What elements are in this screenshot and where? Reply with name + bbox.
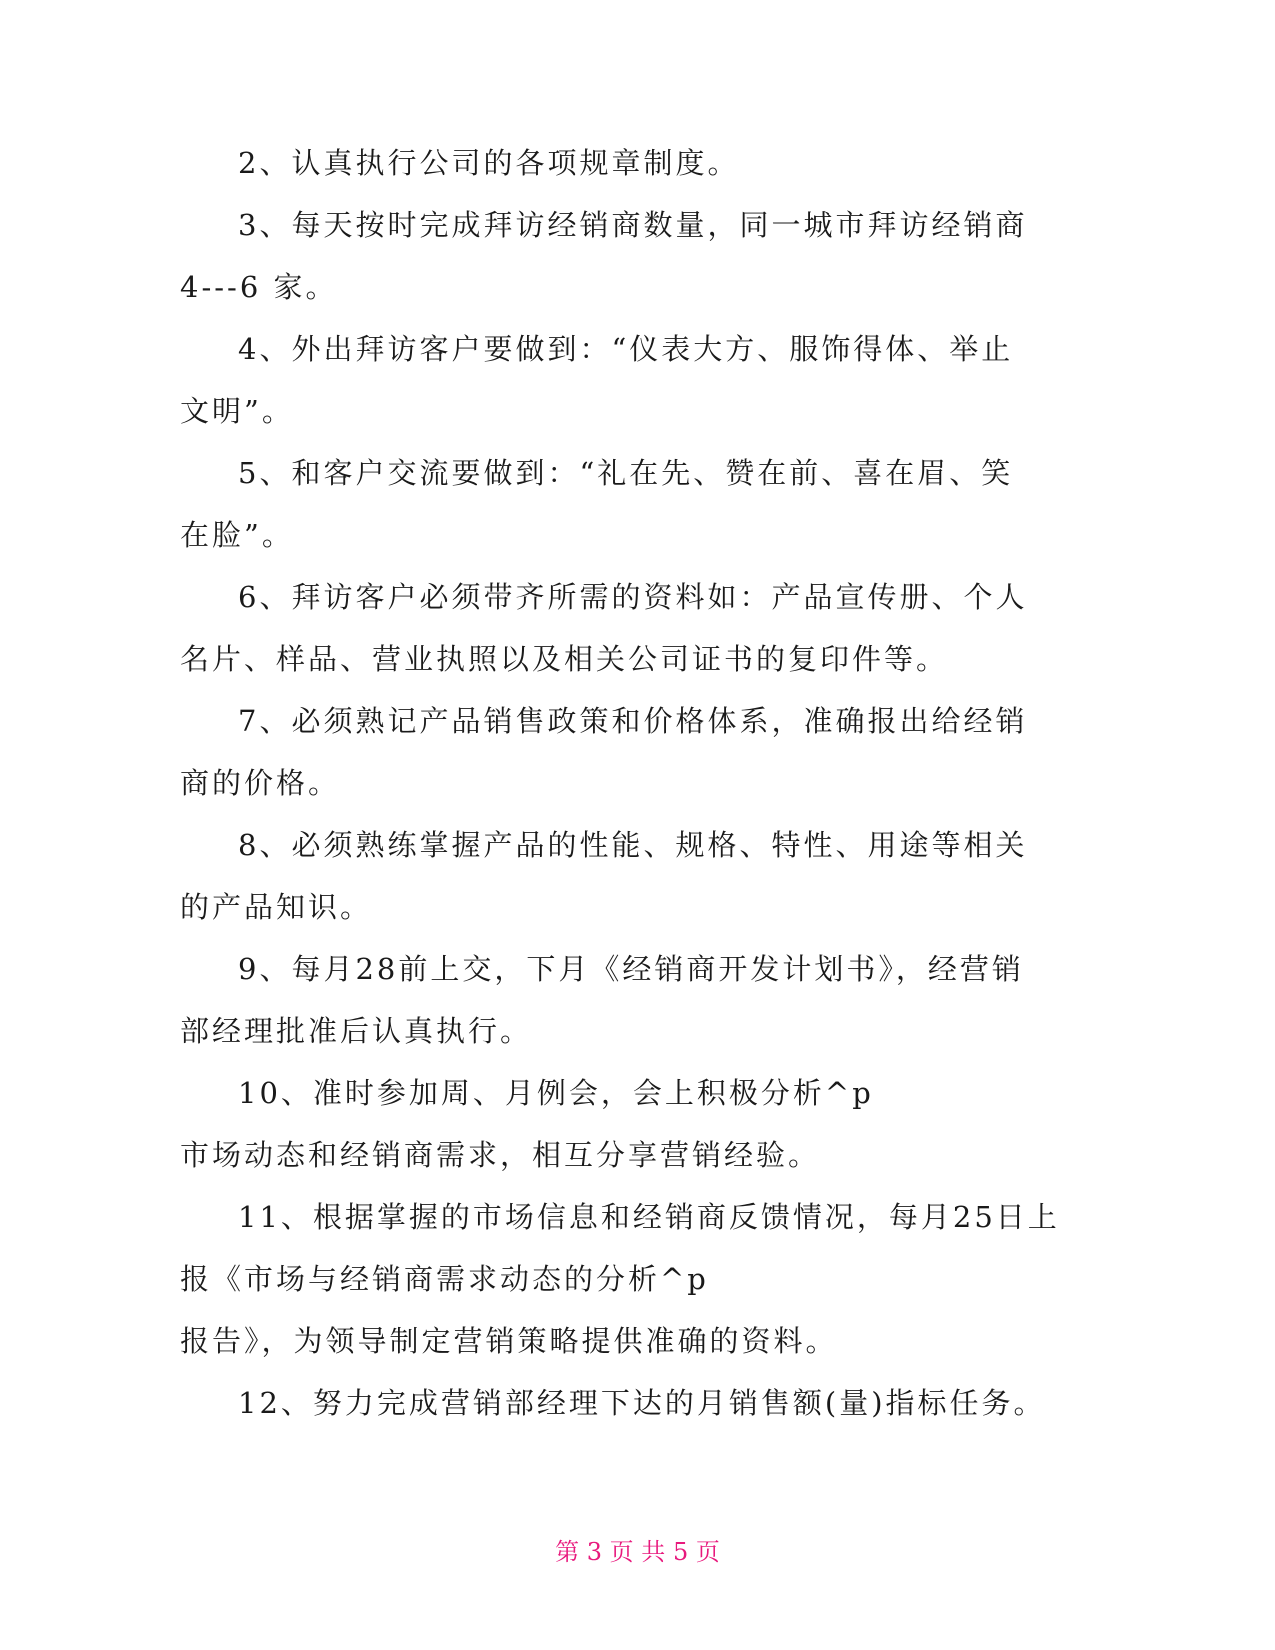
paragraph-line: 4---6 家。 [180,270,338,304]
paragraph-line: 在脸”。 [180,518,294,552]
paragraph-line: 12、努力完成营销部经理下达的月销售额(量)指标任务。 [238,1386,1046,1420]
paragraph-line: 报告》，为领导制定营销策略提供准确的资料。 [180,1324,838,1358]
paragraph-line: 2、认真执行公司的各项规章制度。 [238,146,740,180]
paragraph-line: 的产品知识。 [180,890,373,924]
paragraph-line: 4、外出拜访客户要做到：“仪表大方、服饰得体、举止 [238,332,1014,366]
paragraph-line: 9、每月28前上交，下月《经销商开发计划书》，经营销 [238,952,1024,986]
paragraph-line: 部经理批准后认真执行。 [180,1014,533,1048]
page-number-footer: 第 3 页 共 5 页 [555,1538,720,1566]
paragraph-line: 8、必须熟练掌握产品的性能、规格、特性、用途等相关 [238,828,1028,862]
paragraph-line: 文明”。 [180,394,294,428]
paragraph-line: 11、根据掌握的市场信息和经销商反馈情况，每月25日上 [238,1200,1060,1234]
paragraph-line: 商的价格。 [180,766,341,800]
paragraph-line: 7、必须熟记产品销售政策和价格体系，准确报出给经销 [238,704,1028,738]
paragraph-line: 6、拜访客户必须带齐所需的资料如：产品宣传册、个人 [238,580,1028,614]
paragraph-line: 市场动态和经销商需求，相互分享营销经验。 [180,1138,821,1172]
paragraph-line: 10、准时参加周、月例会，会上积极分析^p [238,1076,874,1110]
paragraph-line: 名片、样品、营业执照以及相关公司证书的复印件等。 [180,642,949,676]
paragraph-line: 3、每天按时完成拜访经销商数量，同一城市拜访经销商 [238,208,1028,242]
paragraph-line: 报《市场与经销商需求动态的分析^p [180,1262,709,1296]
paragraph-line: 5、和客户交流要做到：“礼在先、赞在前、喜在眉、笑 [238,456,1014,490]
